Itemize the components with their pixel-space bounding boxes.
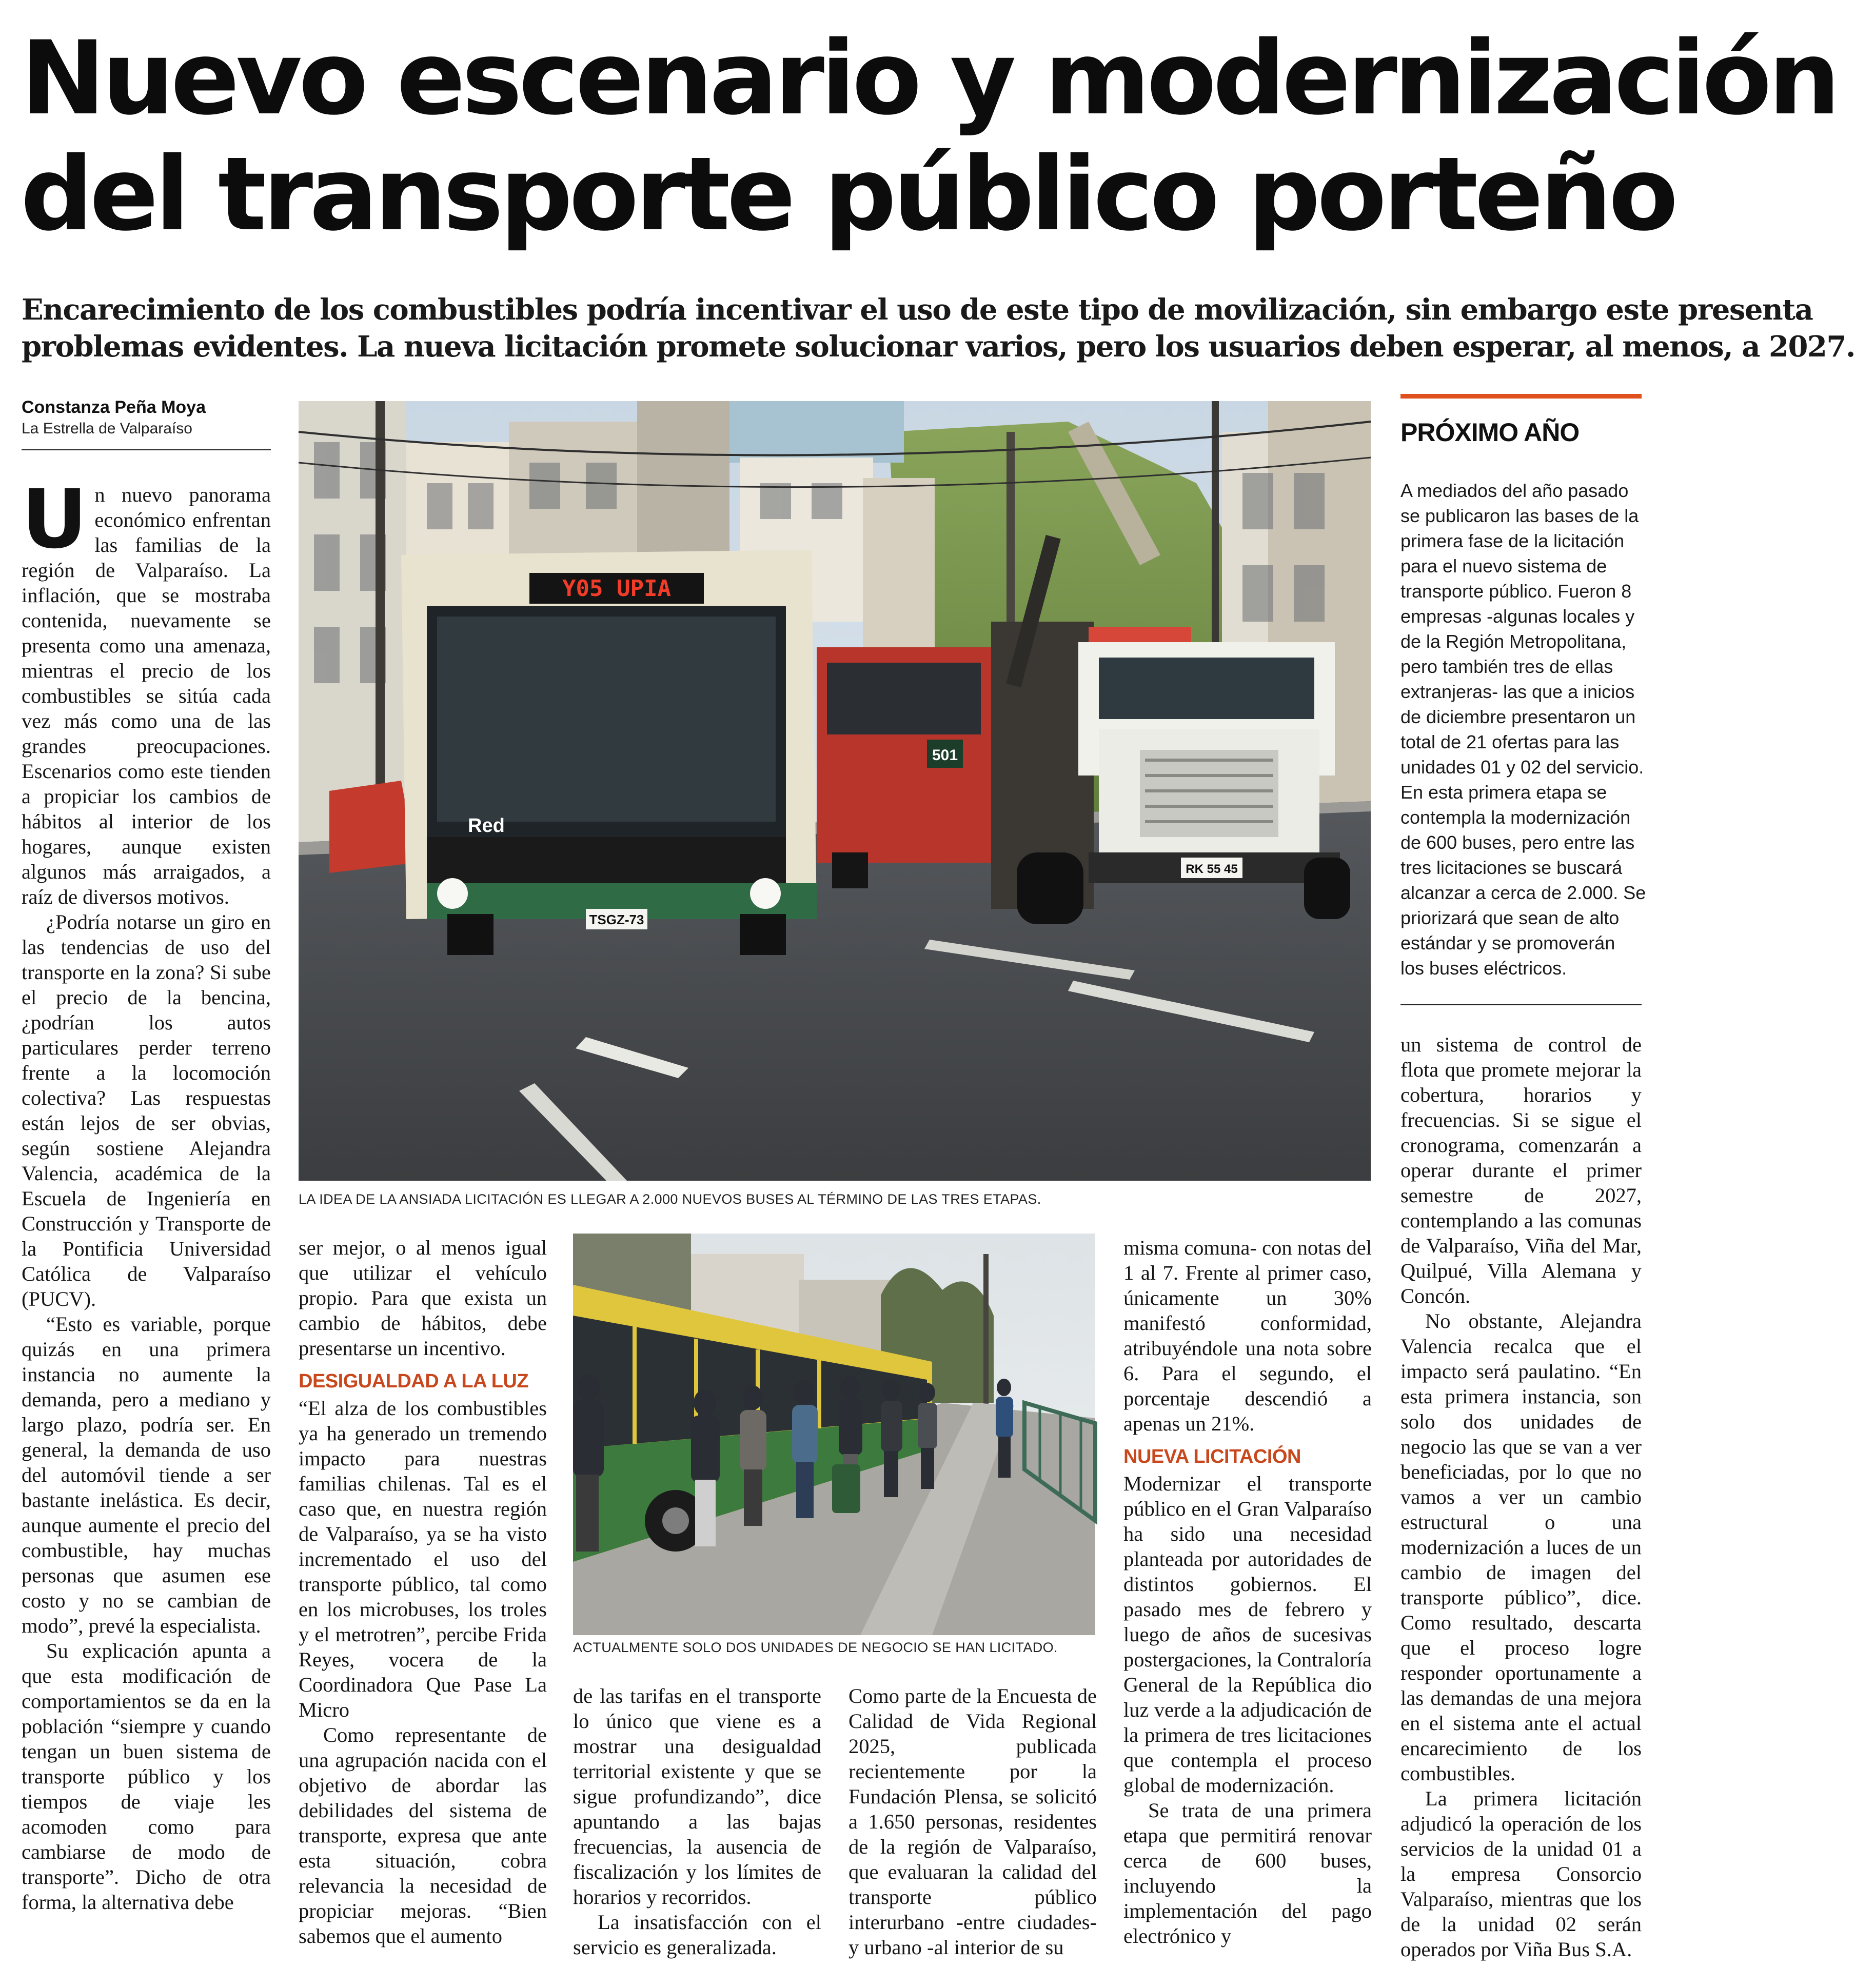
- headline: [21, 19, 1837, 253]
- drop-cap: U: [22, 472, 88, 567]
- article-paragraph: No obstante, Alejandra Valencia recalca que el impacto será paulatino. “En esta primera instancia, son solo dos unidades de negocio las que se van a ver beneficiadas, por lo que no vamos a ver un cambio estructural o una modernización a luces de un cambio de imagen del transporte público”, dice. Como resultado, descarta que el proceso logre responder oportunamente a las demandas de una mejora en el sistema ante el actual encarecimiento de los combustibles.: [1400, 1309, 1642, 1785]
- bus-destination-sign: Y05 UPIA: [562, 575, 671, 602]
- main-bus: [401, 550, 817, 955]
- photo-buses-street: [299, 401, 1371, 1181]
- red-micro-bus: [817, 647, 1001, 888]
- dek: [22, 291, 1855, 365]
- photo2-caption: ACTUALMENTE SOLO DOS UNIDADES DE NEGOCIO SE HAN LICITADO.: [573, 1640, 1058, 1655]
- article-column-3: [573, 1683, 821, 1981]
- article-column-5: [1123, 1235, 1372, 1980]
- article-paragraph: “Esto es variable, porque quizás en una primera instancia no aumente la demanda, pero a mediano y largo plazo, podría ser. En general, la demanda de uso del automóvil tiende a ser bastante inelástica. Es decir, aunque aumente el precio del combustible, hay muchas personas que asumen ese costo y no se cambian de modo”, prevé la especialista.: [22, 1313, 271, 1637]
- sidebar-line: pero también tres de ellas: [1400, 656, 1613, 677]
- sidebar-line: de la Región Metropolitana,: [1400, 631, 1627, 652]
- photo1-caption: LA IDEA DE LA ANSIADA LICITACIÓN ES LLEGAR A 2.000 NUEVOS BUSES AL TÉRMINO DE LAS TRES ETAPAS.: [299, 1191, 1041, 1207]
- article-paragraph: Como representante de una agrupación nacida con el objetivo de abordar las debilidades del sistema de transporte, expresa que ante esta situación, cobra relevancia la necesidad de propiciar mejoras. “Bien sabemos que el aumento: [299, 1723, 547, 1947]
- headline-line-2: del transporte público porteño: [21, 135, 1675, 253]
- article-paragraph: Su explicación apunta a que esta modificación de comportamientos se da en la población “siempre y cuando tengan un buen sistema de transporte público y los tiempos de viaje les acomoden como para cambiarse de modo de transporte”. Dicho de otra forma, la alternativa debe: [22, 1639, 271, 1914]
- sidebar-line: tres licitaciones se buscará: [1400, 857, 1623, 878]
- headline-line-1: Nuevo escenario y modernización: [21, 19, 1837, 137]
- byline-publication: La Estrella de Valparaíso: [22, 420, 192, 437]
- sidebar-line: empresas -algunas locales y: [1400, 606, 1635, 627]
- sidebar-line: de diciembre presentaron un: [1400, 706, 1636, 727]
- article-column-4: [848, 1683, 1097, 1981]
- sidebar-line: unidades 01 y 02 del servicio.: [1400, 757, 1644, 778]
- byline-author: Constanza Peña Moya: [22, 397, 206, 417]
- truck-plate: RK 55 45: [1186, 862, 1238, 876]
- article-paragraph: [22, 472, 271, 909]
- article-paragraph: Como parte de la Encuesta de Calidad de Vida Regional 2025, publicada recientemente por la Fundación Plensa, se solicitó a 1.650 personas, residentes de la región de Valparaíso, que evaluaran la calidad del transporte público interurbano -entre ciudades- y urbano -al interior de su: [848, 1684, 1097, 1959]
- photo-bus-stop-queue: [573, 1234, 1095, 1635]
- sidebar-line: estándar y se promoverán: [1400, 932, 1615, 953]
- sidebar-line: transporte público. Fueron 8: [1400, 581, 1632, 602]
- article-paragraph: “El alza de los combustibles ya ha generado un tremendo impacto para nuestras familias chilenas. Tal es el caso que, en nuestra región de Valparaíso, ya se ha visto incrementado el uso del transporte público, tal como en los microbuses, los troles y el metrotren”, percibe Frida Reyes, vocera de la Coordinadora Que Pase La Micro: [299, 1397, 547, 1721]
- sidebar-line: primera fase de la licitación: [1400, 530, 1625, 551]
- photo-bus-stop-illustration: [573, 1234, 1095, 1635]
- sidebar-line: contempla la modernización: [1400, 807, 1631, 828]
- sidebar-line: alcanzar a cerca de 2.000. Se: [1400, 882, 1646, 903]
- bus-plate: TSGZ-73: [589, 912, 644, 927]
- sidebar-line: total de 21 ofertas para las: [1400, 731, 1620, 752]
- sidebar-line: A mediados del año pasado: [1400, 480, 1629, 501]
- article-paragraph: Modernizar el transporte público en el Gran Valparaíso ha sido una necesidad planteada por autoridades de distintos gobiernos. El pasado mes de febrero y luego de años de sucesivas postergaciones, la Contraloría General de la República dio luz verde a la adjudicación de la primera de tres licitaciones que contempla el proceso global de modernización.: [1123, 1472, 1372, 1797]
- article-paragraph: misma comuna- con notas del 1 al 7. Frente al primer caso, únicamente un 30% manifestó conformidad, atribuyéndole una nota sobre 6. Para el segundo, el porcentaje descendió a apenas un 21%.: [1123, 1236, 1372, 1435]
- article-text: n nuevo panorama económico enfrentan las familias de la región de Valparaíso. La inflación, que se mostraba contenida, nuevamente se presenta como una amenaza, mientras el precio de los combustibles se sitúa cada vez más como una de las grandes preocupaciones. Escenarios como este tienden a propiciar los cambios de hábitos al interior de los hogares, aunque existen algunos más arraigados, a raíz de diversos motivos.: [22, 483, 271, 908]
- subhead-desigualdad: DESIGUALDAD A LA LUZ: [299, 1370, 529, 1392]
- sidebar-text: [1400, 478, 1646, 981]
- article-column-6: [1400, 1032, 1642, 1981]
- dek-line-2: problemas evidentes. La nueva licitación promete solucionar varios, pero los usuarios deben esperar, al menos, a 2027.: [22, 330, 1855, 364]
- sidebar-line: los buses eléctricos.: [1400, 958, 1567, 979]
- bus-brand-label: Red: [468, 815, 505, 837]
- dek-line-1: Encarecimiento de los combustibles podría incentivar el uso de este tipo de movilización, sin embargo este presenta: [22, 293, 1813, 327]
- article-paragraph: Se trata de una primera etapa que permitirá renovar cerca de 600 buses, incluyendo la implementación del pago electrónico y: [1123, 1799, 1372, 1947]
- sidebar-title: PRÓXIMO AÑO: [1400, 418, 1580, 447]
- byline-rule: [22, 449, 271, 450]
- article-paragraph: un sistema de control de flota que promete mejorar la cobertura, horarios y frecuencias. Si se sigue el cronograma, comenzarán a operar durante el primer semestre de 2027, contemplando a las comunas de Valparaíso, Viña del Mar, Quilpué, Villa Alemana y Concón.: [1400, 1033, 1642, 1307]
- article-paragraph: ¿Podría notarse un giro en las tendencias de uso del transporte en la zona? Si sube el precio de la bencina, ¿podrían los autos particulares perder terreno frente a la locomoción colectiva? Las respuestas están lejos de ser obvias, según sostiene Alejandra Valencia, académica de la Escuela de Ingeniería en Construcción y Transporte de la Pontificia Universidad Católica de Valparaíso (PUCV).: [22, 910, 271, 1310]
- sidebar-line: En esta primera etapa se: [1400, 782, 1607, 803]
- route-sign: 501: [932, 747, 958, 764]
- sidebar-accent-bar: [1400, 394, 1642, 399]
- article-paragraph: de las tarifas en el transporte lo único que viene es a mostrar una desigualdad territorial existente y que se sigue profundizando”, dice apuntando a las bajas frecuencias, la ausencia de fiscalización y los límites de horarios y recorridos.: [573, 1684, 821, 1909]
- sidebar-line: se publicaron las bases de la: [1400, 505, 1639, 526]
- subhead-nueva-licitacion: NUEVA LICITACIÓN: [1123, 1446, 1301, 1467]
- article-paragraph: La primera licitación adjudicó la operación de los servicios de la unidad 01 a la empresa Consorcio Valparaíso, mientras que los de la unidad 02 serán operados por Viña Bus S.A.: [1400, 1787, 1642, 1961]
- sidebar-line: extranjeras- las que a inicios: [1400, 681, 1635, 702]
- sidebar-line: priorizará que sean de alto: [1400, 907, 1620, 928]
- sidebar-line: de 600 buses, pero entre las: [1400, 832, 1635, 853]
- article-column-1: [22, 472, 271, 1980]
- article-paragraph: ser mejor, o al menos igual que utilizar el vehículo propio. Para que exista un cambio de hábitos, debe presentarse un incentivo.: [299, 1236, 547, 1360]
- article-column-2: [299, 1235, 547, 1980]
- byline: [22, 396, 268, 439]
- sidebar-rule: [1400, 1004, 1642, 1005]
- sidebar-line: para el nuevo sistema de: [1400, 555, 1607, 576]
- article-paragraph: La insatisfacción con el servicio es generalizada.: [573, 1911, 821, 1959]
- photo-buses-street-illustration: [299, 401, 1371, 1181]
